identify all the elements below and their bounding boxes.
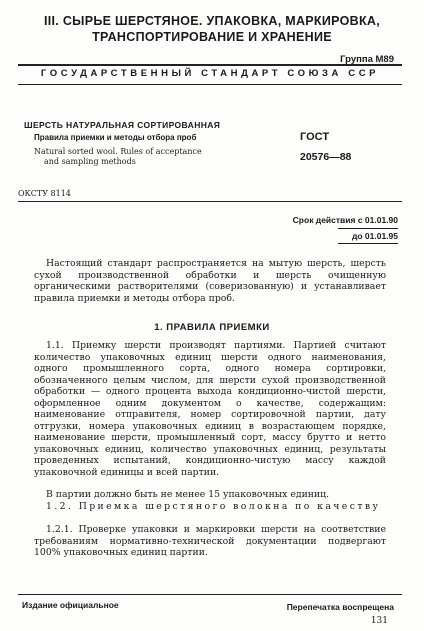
standard-title: ШЕРСТЬ НАТУРАЛЬНАЯ СОРТИРОВАННАЯ xyxy=(24,120,221,130)
banner-rule xyxy=(18,84,402,85)
clause-1-1-min-units: В партии должно быть не менее 15 упаковочных единиц. xyxy=(46,489,330,500)
footer-official-edition: Издание официальное xyxy=(22,600,119,610)
page-number: 131 xyxy=(370,616,388,626)
footer-rule xyxy=(18,594,402,595)
footer-reprint-forbidden: Перепечатка воспрещена xyxy=(286,602,394,612)
standard-subtitle: Правила приемки и методы отбора проб xyxy=(34,133,197,142)
intro-paragraph: Настоящий стандарт распространяется на мытую шерсть, шерсть сухой производственной обработки и шерсть очищенную органическими растворителями (соверизованную) и устанавливает правила приемки и методы отбора проб. xyxy=(34,258,386,304)
gost-label: ГОСТ xyxy=(300,131,330,143)
standard-title-en xyxy=(34,147,202,167)
section-title-line2: ТРАНСПОРТИРОВАНИЕ И ХРАНЕНИЕ xyxy=(92,30,332,44)
validity-underline-2 xyxy=(338,243,398,244)
okstu-code: ОКСТУ 8114 xyxy=(18,189,71,198)
standard-title-en-line1: Natural sorted wool. Rules of acceptance xyxy=(34,147,202,156)
okstu-rule xyxy=(18,201,402,202)
standard-title-en-line2: and sampling methods xyxy=(44,157,136,166)
validity-to: до 01.01.95 xyxy=(351,231,398,241)
section-heading: 1. ПРАВИЛА ПРИЕМКИ xyxy=(154,322,270,333)
gost-number: 20576—88 xyxy=(300,151,352,163)
clause-1-2-1: 1.2.1. Проверке упаковки и маркировки шерсти на соответствие требованиям нормативно-технической документации подвергают 100% упаковочных единиц партии. xyxy=(34,524,386,558)
top-rule xyxy=(18,64,402,66)
group-code: Группа М89 xyxy=(340,54,394,65)
validity-underline-1 xyxy=(338,228,398,229)
clause-1-1: 1.1. Приемку шерсти производят партиями. Партией считают количество упаковочных единиц шерсти одного наименования, одного промышленного сорта, одного номера сортировки, обозначенного целым числом, для шерсти сухой производственной обработки — одного процента выхода кондиционно-чистой шерсти, оформленное одним документом о качестве, содержащим: наименование отправителя, номер сортировочной партии, дату отгрузки, номера упаковочных единиц в возрастающем порядке, наименование шерсти, промышленный сорт, массу брутто и нетто упаковочных единиц, количество упаковочных единиц, результаты проведенных испытаний, кондиционно-чистую массу каждой упаковочной единицы и всей партии. xyxy=(34,340,386,478)
validity-from: Срок действия с 01.01.90 xyxy=(292,215,398,225)
state-standard-banner: ГОСУДАРСТВЕННЫЙ СТАНДАРТ СОЮЗА ССР xyxy=(40,68,380,79)
section-title-line1: III. СЫРЬЕ ШЕРСТЯНОЕ. УПАКОВКА, МАРКИРОВКА, xyxy=(43,14,380,28)
clause-1-2: 1.2. Приемка шерстяного волокна по качеству xyxy=(46,501,381,512)
